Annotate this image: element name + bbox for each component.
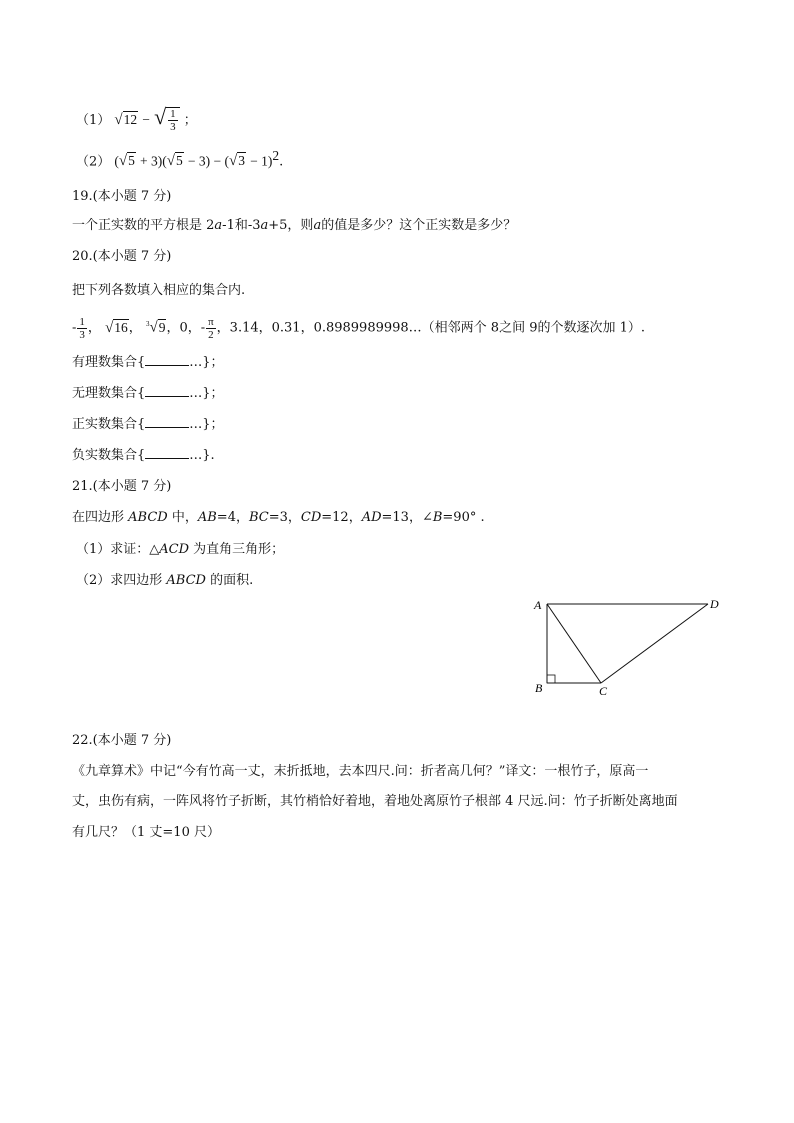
- set-end: …}；: [189, 355, 224, 370]
- numerator: 1: [170, 108, 176, 121]
- text: =12，: [321, 510, 362, 525]
- part-label: （1）: [76, 113, 111, 128]
- segment-ac: [547, 604, 601, 683]
- variable: a: [313, 218, 322, 233]
- cube-root-9: $^3$√9: [145, 319, 166, 336]
- variable: a: [214, 218, 223, 233]
- set-label: 负实数集合{: [72, 448, 146, 463]
- expr-text: (: [114, 153, 119, 169]
- variable: a: [260, 218, 269, 233]
- label-d: D: [710, 597, 719, 611]
- sqrt-3: √3: [229, 153, 245, 170]
- variable: ABCD: [166, 573, 206, 588]
- text: （2）求四边形: [76, 573, 167, 588]
- denominator: 3: [170, 121, 176, 134]
- radicand: 5: [128, 153, 135, 169]
- expr-text: + 3)(: [140, 153, 167, 169]
- label-c: C: [599, 684, 608, 698]
- q18-part2: [76, 146, 283, 172]
- separator: ，: [128, 320, 142, 336]
- exponent: 2: [272, 148, 280, 163]
- separator: ，0，-: [166, 320, 206, 336]
- text: 的值是多少？这个正实数是多少？: [321, 218, 517, 233]
- right-angle-mark: [547, 675, 555, 683]
- q21-statement: [72, 508, 485, 528]
- q19-heading: 19.(本小题 7 分): [72, 189, 172, 204]
- answer-blank[interactable]: [145, 446, 189, 459]
- set-negative-real: [72, 446, 215, 466]
- text: =4，: [216, 510, 249, 525]
- variable: BC: [248, 510, 269, 525]
- sqrt-16: √16: [105, 319, 128, 336]
- fraction-one-third: [77, 316, 87, 341]
- expr-text: − 1): [250, 153, 273, 169]
- text: 为直角三角形；: [189, 542, 285, 557]
- text: =90° .: [442, 510, 485, 525]
- q21-heading: 21.(本小题 7 分): [72, 479, 172, 494]
- numerator: π: [208, 315, 214, 328]
- label-b: B: [535, 681, 543, 695]
- fraction-one-third: [168, 108, 178, 133]
- q20-heading: 20.(本小题 7 分): [72, 249, 172, 264]
- sqrt-5b: √5: [166, 153, 183, 170]
- denominator: 2: [208, 328, 214, 341]
- q22-heading: 22.(本小题 7 分): [72, 733, 172, 748]
- text: -1和-3: [222, 218, 261, 233]
- semicolon: ；: [183, 113, 197, 128]
- set-positive-real: [72, 415, 224, 435]
- separator: ，: [87, 320, 101, 336]
- answer-blank[interactable]: [145, 384, 189, 397]
- radicand: 16: [114, 319, 128, 335]
- q19-text: [72, 216, 516, 236]
- sign: -: [72, 320, 77, 336]
- label-a: A: [534, 598, 542, 612]
- q20-intro: 把下列各数填入相应的集合内.: [72, 283, 246, 298]
- set-label: 正实数集合{: [72, 417, 146, 432]
- variable: ACD: [159, 542, 190, 557]
- radicand: 3: [238, 153, 245, 169]
- set-rational: [72, 353, 224, 373]
- radicand: 5: [176, 153, 183, 169]
- q22-line1: 《九章算术》中记“今有竹高一丈，末折抵地，去本四尺.问：折者高几何？”译文：一根竹子，原高一: [72, 764, 649, 779]
- fraction-pi-over-2: [206, 316, 216, 341]
- segment-cd: [601, 604, 708, 683]
- minus-sign: −: [142, 112, 150, 127]
- set-irrational: [72, 384, 224, 404]
- quadrilateral-figure: [528, 592, 728, 700]
- text: =3，: [268, 510, 301, 525]
- variable: CD: [300, 510, 322, 525]
- text: 一个正实数的平方根是 2: [72, 218, 215, 233]
- answer-blank[interactable]: [145, 353, 189, 366]
- root-index: 3: [145, 320, 150, 328]
- number-list-rest: ，3.14，0.31，0.8989989998…（相邻两个 8之间 9的个数逐次加 1）.: [216, 320, 646, 336]
- sqrt-5a: √5: [118, 153, 135, 170]
- sqrt-12: √12: [114, 112, 138, 128]
- q21-part2: [76, 571, 253, 591]
- text: 的面积.: [205, 573, 254, 588]
- q22-line2: 丈，虫伤有病，一阵风将竹子折断，其竹梢恰好着地，着地处离原竹子根部 4 尺远.问：竹子折断处离地面: [72, 794, 678, 809]
- set-end: …}；: [189, 417, 224, 432]
- variable: AB: [197, 510, 217, 525]
- radicand: 9: [158, 319, 166, 335]
- radicand: 12: [123, 112, 138, 127]
- expr-text: − 3) − (: [187, 153, 229, 169]
- q22-line3: 有几尺？（1 丈=10 尺）: [72, 825, 220, 840]
- part-label: （2）: [76, 154, 111, 170]
- period: .: [279, 154, 284, 170]
- set-end: …}.: [189, 448, 215, 463]
- q20-numbers: [72, 314, 645, 341]
- denominator: 3: [79, 328, 85, 341]
- answer-blank[interactable]: [145, 415, 189, 428]
- q21-part1: [76, 540, 284, 560]
- set-label: 无理数集合{: [72, 386, 146, 401]
- variable: B: [432, 510, 443, 525]
- text: （1）求证：△: [76, 542, 160, 557]
- variable: ABCD: [128, 510, 168, 525]
- text: 中，: [167, 510, 198, 525]
- set-label: 有理数集合{: [72, 355, 146, 370]
- q18-part1: [76, 104, 197, 134]
- set-end: …}；: [189, 386, 224, 401]
- variable: AD: [361, 510, 382, 525]
- sqrt-one-third: √ $\frac{1}{3}$: [154, 107, 180, 133]
- text: =13，∠: [381, 510, 433, 525]
- numerator: 1: [79, 315, 85, 328]
- text: +5，则: [268, 218, 314, 233]
- text: 在四边形: [72, 510, 129, 525]
